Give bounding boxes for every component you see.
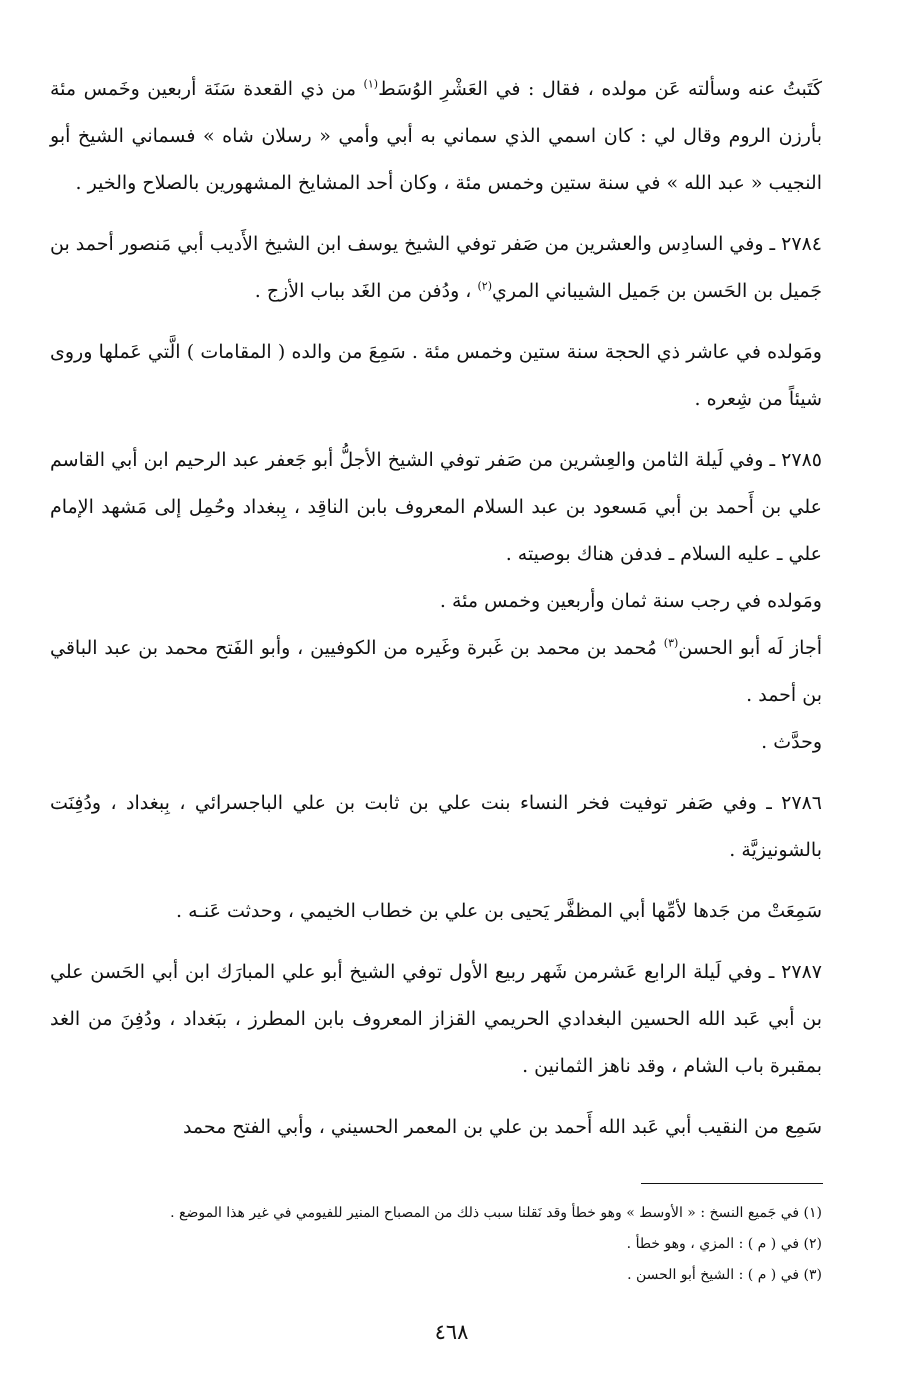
paragraph: [50, 780, 822, 874]
main-text: [50, 66, 822, 1165]
footnotes: [50, 1198, 822, 1291]
text-segment: ٢٧٨٦ ـ وفي صَفر توفيت فخر النساء بنت علي بن ثابت بن علي الباجسرائي ، بِبغداد ، ودُفِنَت بالشونيزيَّة .: [50, 792, 822, 861]
paragraph: [50, 578, 822, 625]
text-segment: سَمِع من النقيب أبي عَبد الله أَحمد بن علي بن المعمر الحسيني ، وأبي الفتح محمد: [182, 1116, 822, 1138]
footnote-divider: [641, 1183, 823, 1184]
text-segment: سَمِعَتْ من جَدها لأمِّها أبي المظفَّر يَحيى بن علي بن خطاب الخيمي ، وحدثت عَنـه .: [176, 900, 822, 922]
text-segment: كَتَبتُ عنه وسألته عَن مولده ، فقال : في العَشْرِ الوُسَط: [378, 78, 823, 100]
paragraph: [50, 221, 822, 315]
text-segment: ومَولده في عاشر ذي الحجة سنة ستين وخمس مئة . سَمِعَ من والده ( المقامات ) الَّتي عَملها وروى شيئاً من شِعره .: [50, 341, 822, 410]
paragraph: [50, 1104, 822, 1151]
paragraph: [50, 625, 822, 719]
text-segment: ٢٧٨٤ ـ وفي السادِس والعشرين من صَفر توفي الشيخ يوسف ابن الشيخ الأَديب أبي مَنصور أحمد بن جَميل بن الحَسن بن جَميل الشيباني المري: [50, 233, 822, 302]
paragraph: [50, 66, 822, 207]
text-segment: مُحمد بن محمد بن غَبرة وغَيره من الكوفيين ، وأبو الفَتح محمد بن عبد الباقي بن أحمد .: [50, 637, 822, 706]
text-segment: ٢٧٨٧ ـ وفي لَيلة الرابع عَشرمن شَهر ربيع الأول توفي الشيخ أبو علي المبارَك ابن أبي الحَسن علي بن أبي عَبد الله الحسين البغدادي الحريمي القزاز المعروف بابن المطرز ، ببَغداد ، ودُفِنَ من الغد بمقبرة باب الشام ، وقد ناهز الثمانين .: [50, 961, 822, 1077]
paragraph: [50, 329, 822, 423]
paragraph: [50, 888, 822, 935]
text-segment: أجاز لَه أبو الحسن: [678, 637, 822, 659]
paragraph: [50, 949, 822, 1090]
text-segment: ومَولده في رجب سنة ثمان وأربعين وخمس مئة .: [439, 590, 822, 612]
footnote-marker: (٣): [663, 636, 679, 650]
text-segment: ٢٧٨٥ ـ وفي لَيلة الثامن والعِشرين من صَفر توفي الشيخ الأجلُّ أبو جَعفر عبد الرحيم ابن أبي القاسم علي بن أَحمد بن أبي مَسعود بن عبد السلام المعروف بابن الناقِد ، بِبغداد وحُمِل إلى مَشهد الإمام علي ـ عليه السلام ـ فدفن هناك بوصيته .: [50, 449, 822, 565]
paragraph: [50, 719, 822, 766]
page-number: ٤٦٨: [434, 1320, 469, 1344]
paragraph: [50, 437, 822, 578]
footnote-marker: (١): [363, 77, 379, 91]
text-segment: وحدَّث .: [761, 731, 822, 753]
footnote: (١) في جَميع النسخ : « الأوسط » وهو خطأ وقد نَقلنا سبب ذلك من المصباح المنير للفيومي في غير هذا الموضع .: [170, 1205, 822, 1221]
footnote-marker: (٢): [477, 279, 492, 293]
footnote: (٢) في ( م ) : المزي ، وهو خطأ .: [626, 1236, 822, 1252]
text-segment: ، ودُفن من الغَد بباب الأزج .: [254, 280, 478, 302]
text-segment: من ذي القعدة سَنَة أربعين وخَمس مئة بأرزن الروم وقال لي : كان اسمي الذي سماني به أبي وأمي « رسلان شاه » فسماني الشيخ أبو النجيب « عبد الله » في سنة ستين وخمس مئة ، وكان أحد المشايخ المشهورين بالصلاح والخير .: [50, 78, 822, 194]
footnote: (٣) في ( م ) : الشيخ أبو الحسن .: [627, 1267, 822, 1283]
